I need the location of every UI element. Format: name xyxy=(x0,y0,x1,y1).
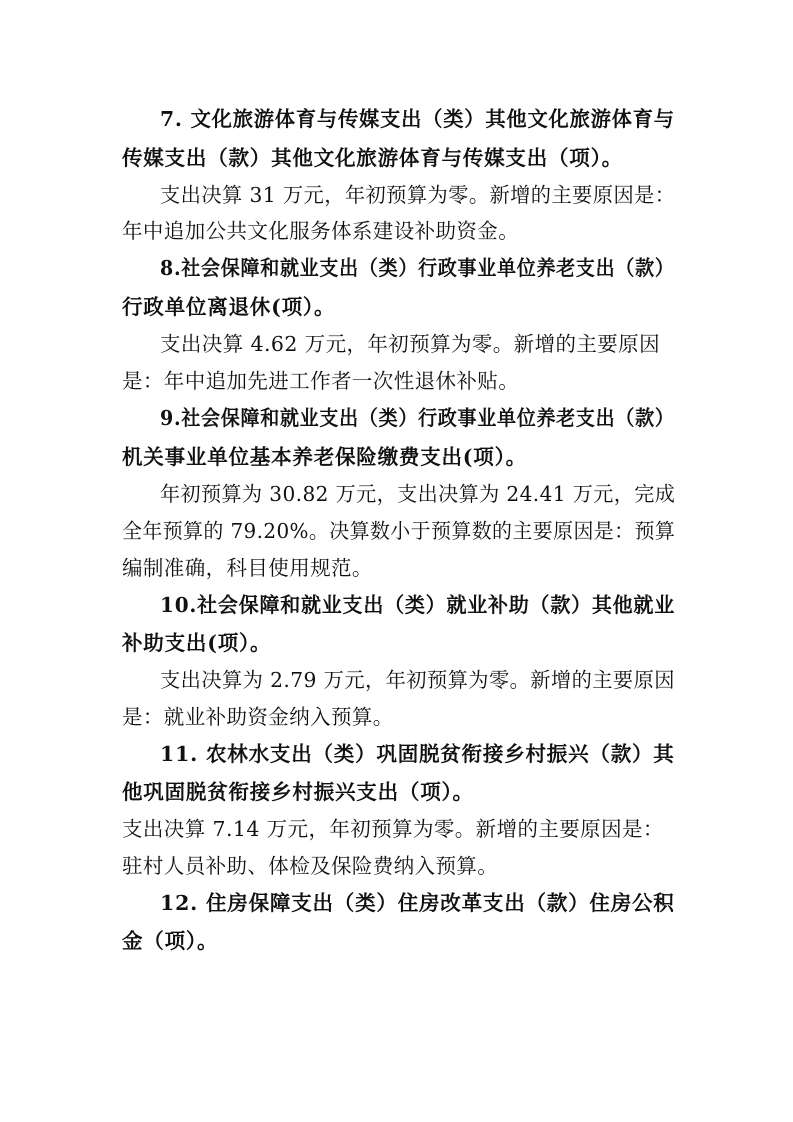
section-8-heading-line-2: 行政单位离退休(项）。 xyxy=(122,295,336,319)
section-8-body-line-1: 支出决算 4.62 万元，年初预算为零。新增的主要原因 xyxy=(160,332,660,356)
section-11-body-line-1: 支出决算 7.14 万元，年初预算为零。新增的主要原因是： xyxy=(122,817,664,841)
section-7-heading-line-2: 传媒支出（款）其他文化旅游体育与传媒支出（项）。 xyxy=(122,146,623,170)
section-9-heading-line-1: 9.社会保障和就业支出（类）行政事业单位养老支出（款） xyxy=(160,406,675,430)
section-9-heading-line-2: 机关事业单位基本养老保险缴费支出(项）。 xyxy=(122,445,527,469)
section-7-body-line-1: 支出决算 31 万元，年初预算为零。新增的主要原因是： xyxy=(160,183,676,207)
section-10-body-line-2: 是：就业补助资金纳入预算。 xyxy=(122,705,394,729)
section-11-heading-line-1: 11. 农林水支出（类）巩固脱贫衔接乡村振兴（款）其 xyxy=(160,742,675,766)
section-12-heading-line-1: 12. 住房保障支出（类）住房改革支出（款）住房公积 xyxy=(160,891,675,915)
section-10-body-line-1: 支出决算为 2.79 万元，年初预算为零。新增的主要原因 xyxy=(160,668,675,692)
section-8-heading-line-1: 8.社会保障和就业支出（类）行政事业单位养老支出（款） xyxy=(160,256,675,280)
section-9-body-line-2: 全年预算的 79.20%。决算数小于预算数的主要原因是：预算 xyxy=(122,519,676,543)
section-12-heading-line-2: 金（项）。 xyxy=(122,929,219,953)
section-11-heading-line-2: 他巩固脱贫衔接乡村振兴支出（项）。 xyxy=(122,780,474,804)
section-9-body-line-3: 编制准确，科目使用规范。 xyxy=(122,556,373,580)
section-11-body-line-2: 驻村人员补助、体检及保险费纳入预算。 xyxy=(122,854,499,878)
section-7-body-line-2: 年中追加公共文化服务体系建设补助资金。 xyxy=(122,219,520,243)
section-9-body-line-1: 年初预算为 30.82 万元，支出决算为 24.41 万元，完成 xyxy=(160,482,676,506)
section-10-heading-line-1: 10.社会保障和就业支出（类）就业补助（款）其他就业 xyxy=(160,593,675,617)
section-10-heading-line-2: 补助支出(项）。 xyxy=(122,631,272,655)
section-7-heading-line-1: 7. 文化旅游体育与传媒支出（类）其他文化旅游体育与 xyxy=(160,107,675,131)
section-8-body-line-2: 是：年中追加先进工作者一次性退休补贴。 xyxy=(122,369,520,393)
